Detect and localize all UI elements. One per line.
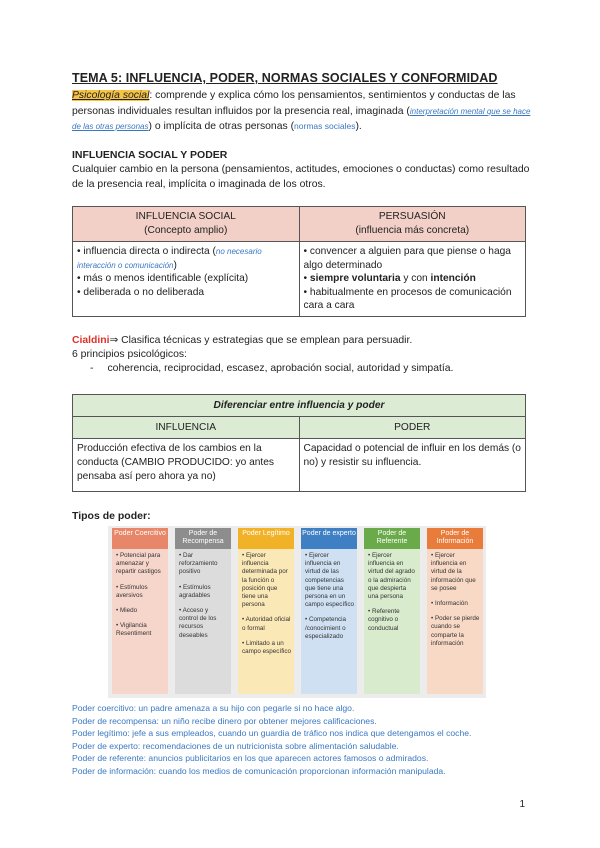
- power-column: [238, 528, 294, 694]
- table1-left-bullet-1: [77, 245, 295, 272]
- power-column-body: [364, 549, 420, 694]
- principles-list: [72, 362, 542, 376]
- power-column-body: [238, 549, 294, 694]
- power-column-body: [175, 549, 231, 694]
- power-column: [175, 528, 231, 694]
- cialdini-line: [72, 334, 542, 348]
- power-types-heading: Tipos de poder:: [72, 510, 151, 522]
- table1-left-b1-text: • influencia directa o indirecta (: [77, 246, 216, 257]
- power-column: [301, 528, 357, 694]
- power-column-item: • Ejercer influencia determinada por la función o posición que tiene una persona: [242, 552, 288, 609]
- power-column-item: • Estímulos aversivos: [116, 583, 148, 599]
- power-column-item: • Información: [431, 600, 468, 608]
- power-column-body: [427, 549, 483, 694]
- table2-title: Diferenciar entre influencia y poder: [73, 395, 526, 417]
- table2-col2-text: Capacidad o potencial de influir en los demás (o no) y resistir su influencia.: [299, 439, 526, 492]
- power-column-item: • Limitado a un campo específico: [242, 639, 292, 656]
- power-example: Poder legítimo: jefe a sus empleados, cuando un guardia de tráfico nos indica que detengamos el coche.: [72, 728, 472, 739]
- power-column-body: [301, 549, 357, 694]
- table1-right-b2-bold2: intención: [430, 273, 476, 284]
- power-example: Poder de referente: anuncios publicitarios en los que aparecen actores famosos o admirados.: [72, 753, 429, 764]
- intro-term: Psicología social: [72, 90, 150, 101]
- power-column-item: • Ejercer influencia en virtud de las competencias que tiene una persona en un campo específico: [305, 552, 355, 609]
- power-column-body: [112, 549, 168, 694]
- power-examples: [72, 702, 542, 778]
- table1-right-header-1: PERSUASIÓN: [378, 211, 446, 222]
- table2-col2-header: PODER: [299, 417, 526, 439]
- table1-right-cell: [299, 242, 526, 317]
- section-definition: Cualquier cambio en la persona (pensamientos, actitudes, emociones o conductas) como resultado de la presencia real, implícita o imaginada de los otros.: [72, 164, 530, 190]
- table1-right-b2-mid: y con: [400, 273, 431, 284]
- power-types-diagram: [108, 526, 486, 698]
- table1-right-header: [299, 207, 526, 242]
- intro-note-2: normas sociales: [294, 121, 356, 131]
- power-column-item: • Dar reforzamiento positivo: [179, 552, 218, 576]
- intro-text-1: : comprende y explica cómo los pensamientos, sentimientos y conductas de las personas individuales resultan influidos por la presencia real, imaginada (: [72, 90, 516, 117]
- power-column-header: Poder Coercitivo: [112, 528, 168, 549]
- power-column-item: • Referente cognitivo o conductual: [368, 608, 400, 632]
- table1-left-header-2: (Concepto amplio): [144, 225, 228, 236]
- power-column-item: • Poder se pierde cuando se comparte la información: [431, 615, 480, 647]
- power-column-header: Poder de Información: [427, 528, 483, 549]
- table1-right-header-2: (influencia más concreta): [355, 225, 470, 236]
- power-example: Poder coercitivo: un padre amenaza a su hijo con pegarle si no hace algo.: [72, 703, 355, 713]
- power-example: Poder de experto: recomendaciones de un nutricionista sobre alimentación saludable.: [72, 740, 399, 751]
- intro-text-2: ) o implícita de otras personas (: [148, 121, 295, 132]
- table1-left-header: [73, 207, 300, 242]
- table1-right-b2-prefix: •: [303, 273, 310, 284]
- power-column-item: • Competencia /conocimient o especializado: [305, 616, 347, 640]
- power-example: Poder de recompensa: un niño recibe dinero por obtener mejores calificaciones.: [72, 715, 377, 726]
- table1-right-bullet-1: • convencer a alguien para que piense o haga algo determinado: [303, 246, 511, 271]
- cialdini-description: ⇒ Clasifica técnicas y estrategias que se emplean para persuadir.: [109, 335, 413, 346]
- principles-intro: 6 principios psicológicos:: [72, 349, 187, 360]
- power-column-header: Poder de Recompensa: [175, 528, 231, 549]
- table1-left-cell: [73, 242, 300, 317]
- power-column-header: Poder Legítimo: [238, 528, 294, 549]
- power-column-item: • Potencial para amenazar y repartir castigos: [116, 552, 161, 576]
- power-column-item: • Ejercer influencia en virtud del agrado o la admiración que despierta una persona: [368, 552, 415, 601]
- section-heading: INFLUENCIA SOCIAL Y PODER: [72, 149, 228, 161]
- power-column-header: Poder de experto: [301, 528, 357, 549]
- power-column-header: Poder de Referente: [364, 528, 420, 549]
- power-column: [364, 528, 420, 694]
- table2-col1-header: INFLUENCIA: [73, 417, 300, 439]
- table1-left-bullet-2: • más o menos identificable (explícita): [77, 273, 249, 284]
- table1-left-header-1: INFLUENCIA SOCIAL: [135, 211, 236, 222]
- cialdini-block: [72, 334, 542, 376]
- influence-power-table: [72, 394, 526, 492]
- table1-right-bullet-3: • habitualmente en procesos de comunicación cara a cara: [303, 286, 512, 311]
- cialdini-name: Cialdini: [72, 335, 110, 346]
- principles-dash: -: [90, 363, 94, 374]
- power-column-item: • Acceso y control de los recursos deseables: [179, 607, 217, 639]
- power-column-item: • Autoridad oficial o formal: [242, 616, 291, 632]
- page-number: 1: [519, 799, 525, 810]
- table1-right-b2-bold1: siempre voluntaria: [309, 273, 401, 284]
- page-title: TEMA 5: INFLUENCIA, PODER, NORMAS SOCIALES Y CONFORMIDAD: [72, 71, 498, 85]
- power-column-item: • Estímulos agradables: [179, 583, 211, 599]
- power-column-item: • Miedo: [116, 607, 138, 615]
- intro-note-1: interpretación mental que se hace de las otras personas: [72, 106, 531, 131]
- intro-paragraph: [72, 88, 532, 135]
- power-example: Poder de información: cuando los medios de comunicación proporcionan información manipulada.: [72, 765, 446, 776]
- table1-left-bullet-3: • deliberada o no deliberada: [77, 286, 205, 298]
- power-column: [427, 528, 483, 694]
- influence-persuasion-table: [72, 206, 526, 317]
- table1-left-b1-note: no necesario interacción o comunicación: [77, 247, 262, 270]
- intro-text-3: ).: [355, 121, 362, 132]
- power-column: [112, 528, 168, 694]
- table2-col1-text: Producción efectiva de los cambios en la conducta (CAMBIO PRODUCIDO: yo antes pensaba así pero ahora ya no): [73, 439, 300, 492]
- power-column-item: • Vigilancia Resentiment: [116, 622, 152, 638]
- table1-left-b1-end: ): [173, 259, 177, 271]
- principles-text: coherencia, reciprocidad, escasez, aprobación social, autoridad y simpatía.: [107, 363, 454, 374]
- table1-right-bullet-2: [304, 272, 522, 286]
- power-column-item: • Ejercer influencia en virtud de la información que se posee: [431, 552, 476, 592]
